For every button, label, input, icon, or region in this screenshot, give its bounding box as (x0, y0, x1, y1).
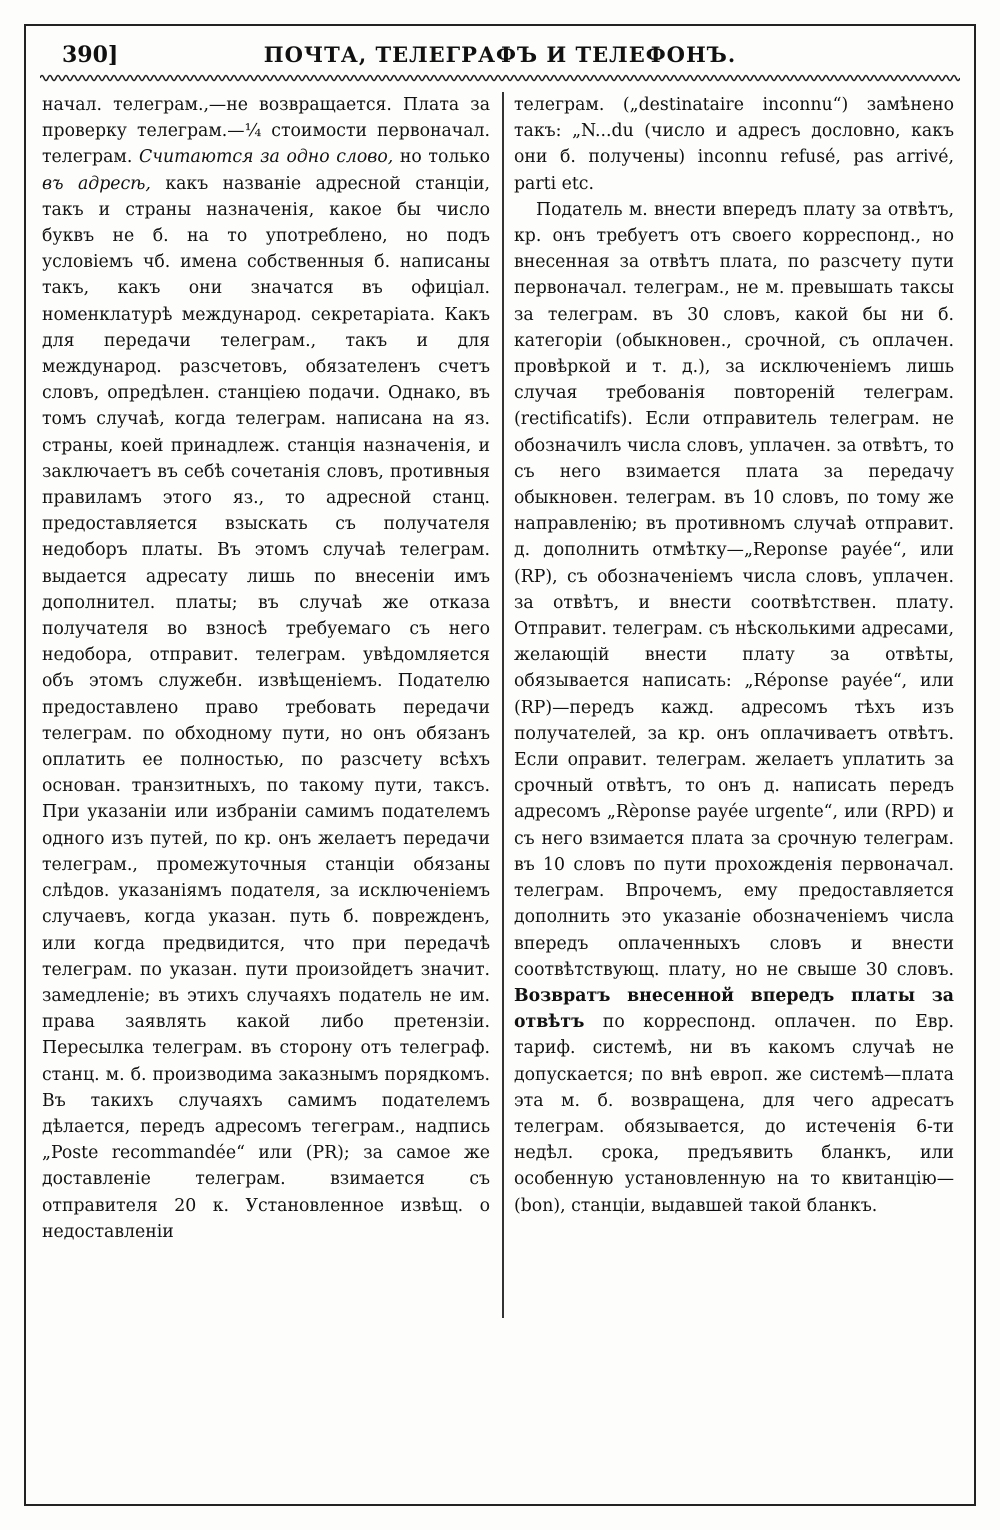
text-run: по корреспонд. оплачен. по Евр. тариф. системѣ, ни въ какомъ случаѣ не допускается; по внѣ европ. же системѣ—плата эта м. б. возвращена, для чего адресатъ телеграм. обязывается, до истеченія 6-ти недѣл. срока, предъявить бланкъ, или особенную установленную на то квитанцію—(bon), станціи, выдавшей такой бланкъ. (514, 1012, 954, 1216)
paragraph (514, 197, 954, 1219)
running-title: ПОЧТА, ТЕЛЕГРАФЪ И ТЕЛЕФОНЪ. (263, 42, 737, 67)
italic-run: Считаются за одно слово, (138, 147, 394, 168)
text-run: но только (393, 147, 490, 168)
page-frame (24, 24, 976, 1506)
page-header (40, 36, 960, 76)
left-column (42, 92, 490, 1245)
left-column-text (42, 92, 490, 1245)
wavy-rule (40, 72, 960, 84)
paragraph: телеграм. („destinataire inconnu“) замѣнено такъ: „N...du (число и адресъ дословно, какъ они б. получены) inconnu refusé, pas arrivé, parti etc. (514, 95, 954, 194)
text-run: начал. телеграм.,—не возвращается. Плата за проверку телеграм.—¼ стоимости первоначал. телеграм. (42, 95, 490, 168)
text-run: Податель м. внести впередъ плату за отвѣтъ, кр. онъ требуетъ отъ своего корреспонд., но внесенная за отвѣтъ плата, по разсчету пути первоначал. телеграм., не м. превышать таксы за телеграм. въ 30 словъ, какой бы ни б. категоріи (обыкновен., срочной, съ оплачен. провѣркой и т. д.), за исключеніемъ лишь случая требованія повтореній телеграм. (rectificatifs). Если отправитель телеграм. не обозначилъ числа словъ, уплачен. за отвѣтъ, то съ него взимается плата за передачу обыкновен. телеграм. въ 10 словъ, по тому же направленію; въ противномъ случаѣ отправит. д. дополнить отмѣтку—„Reponse payée“, или (RP), съ обозначеніемъ числа словъ, уплачен. за отвѣтъ, и внести соотвѣтствен. плату. Отправит. телеграм. съ нѣсколькими адресами, желающій внести плату за отвѣты, обязывается написать: „Réponse payée“, или (RP)—передъ кажд. адресомъ тѣхъ изъ получателей, за кр. онъ оплачиваетъ отвѣтъ. Если оправит. телеграм. желаетъ уплатить за срочный отвѣтъ, то онъ д. написать передъ адресомъ „Rèponse payée urgente“, или (RPD) и съ него взимается плата за срочную телеграм. въ 10 словъ по пути прохожденія первоначал. телеграм. Впрочемъ, ему предоставляется дополнить это указаніе обозначеніемъ числа впередъ оплаченныхъ словъ и внести соотвѣтствующ. плату, но не свыше 30 словъ. (514, 199, 954, 980)
column-divider (502, 92, 504, 1318)
text-run: какъ названіе адресной станціи, такъ и страны назначенія, какое бы число буквъ не б. на то употреблено, но подъ условіемъ чб. имена собственныя б. написаны такъ, какъ они значатся въ офиціал. номенклатурѣ международ. секретаріата. Какъ для передачи телеграм., такъ и для международ. разсчетовъ, обязателенъ счетъ словъ, опредѣлен. станціею подачи. Однако, въ томъ случаѣ, когда телеграм. написана на яз. страны, коей принадлеж. станція назначенія, и заключаетъ въ себѣ сочетанія словъ, противныя правиламъ этого яз., то адресной станц. предоставляется взыскать съ получателя недоборъ платы. Въ этомъ случаѣ телеграм. выдается адресату лишь по внесеніи имъ дополнител. платы; въ случаѣ же отказа получателя во взносѣ требуемаго съ него недобора, отправит. телеграм. увѣдомляется объ этомъ служебн. извѣщеніемъ. Подателю предоставлено право требовать передачи телеграм. по обходному пути, но онъ обязанъ оплатить ее полностью, по разсчету всѣхъ основан. транзитныхъ, по такому пути, таксъ. При указаніи или избраніи самимъ подателемъ одного изъ путей, по кр. онъ желаетъ передачи телеграм., промежуточныя станціи обязаны слѣдов. указаніямъ подателя, за исключеніемъ случаевъ, когда указан. путь б. поврежденъ, или когда предвидится, что при передачѣ телеграм. по указан. пути произойдетъ значит. замедленіе; въ этихъ случаяхъ податель не им. права заявлять какой либо претензіи. Пересылка телеграм. въ сторону отъ телеграф. станц. м. б. производима заказнымъ порядкомъ. Въ такихъ случаяхъ самимъ подателемъ дѣлается, передъ адресомъ тегеграм., надпись „Poste recommandée“ или (PR); за самое же доставленіе телеграм. взимается съ отправителя 20 к. Установленное извѣщ. о недоставленіи (42, 173, 490, 1242)
italic-run: въ адресѣ, (42, 173, 151, 194)
right-column (514, 92, 954, 1219)
page-number: 390] (62, 42, 119, 68)
bold-run: Возвратъ внесенной впередъ платы за отвѣтъ (514, 985, 954, 1033)
